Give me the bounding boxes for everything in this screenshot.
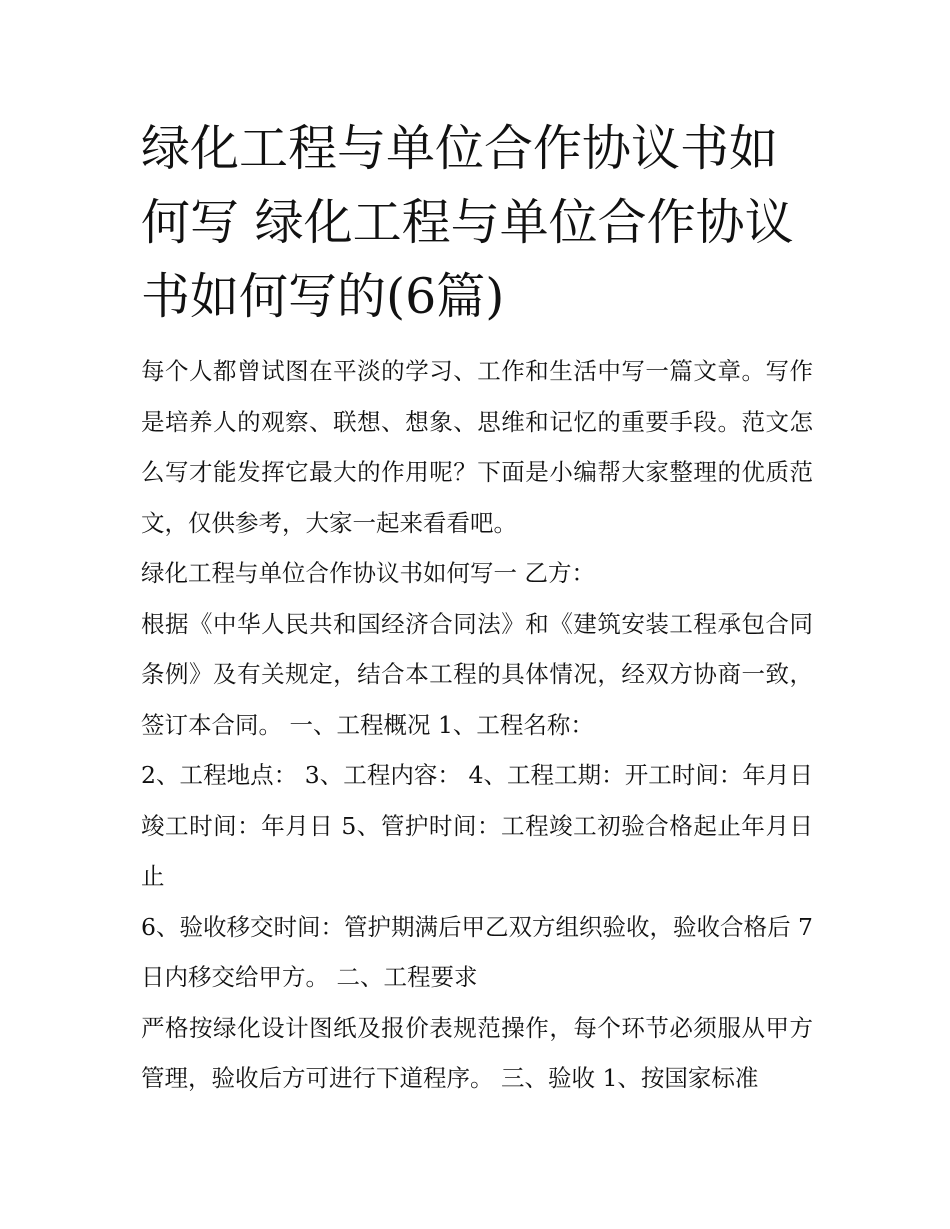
paragraph-acceptance-handover: 6、验收移交时间：管护期满后甲乙双方组织验收，验收合格后 7 日内移交给甲方。 二、工程要求: [141, 912, 813, 991]
document-page: [141, 112, 813, 1104]
document-body: [141, 346, 813, 1104]
paragraph-intro: 每个人都曾试图在平淡的学习、工作和生活中写一篇文章。写作是培养人的观察、联想、想象、思维和记忆的重要手段。范文怎么写才能发挥它最大的作用呢？下面是小编帮大家整理的优质范文，仅供参考，大家一起来看看吧。: [141, 357, 813, 537]
paragraph-project-details: 2、工程地点： 3、工程内容： 4、工程工期：开工时间：年月日竣工时间：年月日 5、管护时间：工程竣工初验合格起止年月日止: [141, 761, 813, 890]
document-title: 绿化工程与单位合作协议书如何写 绿化工程与单位合作协议书如何写的(6篇): [141, 120, 794, 325]
paragraph-requirements: 严格按绿化设计图纸及报价表规范操作，每个环节必须服从甲方管理，验收后方可进行下道程序。 三、验收 1、按国家标准: [141, 1013, 813, 1092]
paragraph-section-heading: 绿化工程与单位合作协议书如何写一 乙方：: [141, 559, 595, 587]
paragraph-contract-basis: 根据《中华人民共和国经济合同法》和《建筑安装工程承包合同条例》及有关规定，结合本工程的具体情况，经双方协商一致，签订本合同。 一、工程概况 1、工程名称：: [141, 609, 813, 739]
